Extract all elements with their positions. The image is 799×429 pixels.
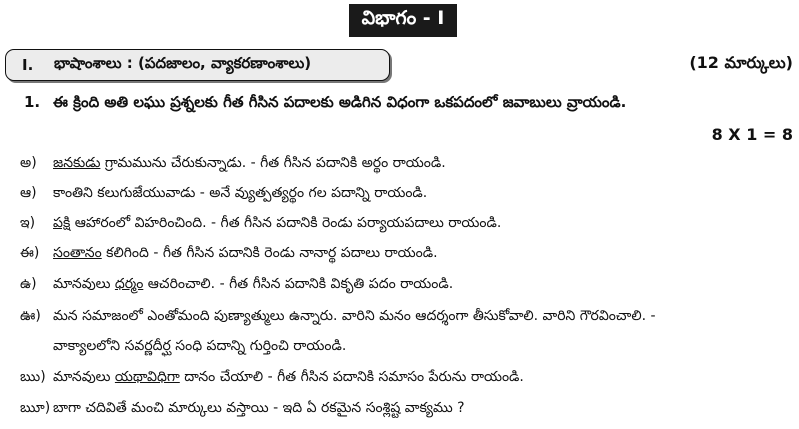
item-text: మానవులు యథావిధిగా దానం చేయాలి - గీత గీసిన పదానికి సమాసం పేరును రాయండి. <box>53 369 524 385</box>
list-item <box>0 185 799 209</box>
question-instruction: ఈ క్రింది అతి లఘు ప్రశ్నలకు గీత గీసిన పదాలకు అడిగిన విధంగా ఒకపదంలో జవాబులు వ్రాయండి. <box>53 93 627 111</box>
item-label: ౠ) <box>20 400 51 416</box>
underlined-word: జనకుడు <box>53 155 101 171</box>
section-title: భాషాంశాలు : (పదజాలం, వ్యాకరణాంశాలు) <box>54 54 312 72</box>
underlined-word: ధర్మం <box>114 276 144 292</box>
list-item <box>0 276 799 300</box>
item-label: ఈ) <box>20 245 40 261</box>
item-label: ఇ) <box>20 215 36 231</box>
item-text: సంతానం కలిగింది - గీత గీసిన పదానికి రెండు నానార్థ పదాలు రాయండి. <box>53 245 438 261</box>
question-score: 8 X 1 = 8 <box>711 125 793 144</box>
item-text: కాంతిని కలుగుజేయువాడు - అనే వ్యుత్పత్యర్థం గల పదాన్ని రాయండి. <box>53 185 428 201</box>
list-item <box>0 369 799 393</box>
list-item <box>0 308 799 332</box>
item-label: ఋ) <box>20 369 46 385</box>
underlined-word: యథావిధిగా <box>114 369 180 385</box>
list-item <box>0 215 799 239</box>
item-text: మన సమాజంలో ఎంతోమంది పుణ్యాత్ములు ఉన్నారు. వారిని మనం ఆదర్శంగా తీసుకోవాలి. వారిని గౌరవించాలి. - <box>53 308 656 324</box>
item-label: అ) <box>20 155 37 171</box>
item-text: జనకుడు గ్రామమును చేరుకున్నాడు. - గీత గీసిన పదానికి అర్థం రాయండి. <box>53 155 446 171</box>
item-text: మానవులు ధర్మం ఆచరించాలి. - గీత గీసిన పదానికి వికృతి పదం రాయండి. <box>53 276 454 292</box>
question-number: 1. <box>24 93 41 111</box>
section-marks: (12 మార్కులు) <box>689 53 793 72</box>
list-item <box>0 400 799 424</box>
section-title-box <box>5 49 390 81</box>
item-label: ఉ) <box>20 276 37 292</box>
section-heading-box <box>349 4 457 37</box>
underlined-word: సంతానం <box>53 245 102 261</box>
list-item <box>0 245 799 269</box>
underlined-word: పక్షి <box>53 215 71 231</box>
list-item <box>0 155 799 179</box>
section-number: I. <box>22 56 34 74</box>
item-text: బాగా చదివితే మంచి మార్కులు వస్తాయి - ఇది ఏ రకమైన సంశ్లిష్ట వాక్యము ? <box>53 400 465 416</box>
list-item <box>0 338 799 362</box>
item-text: పక్షి ఆహారంలో విహరించింది. - గీత గీసిన పదానికి రెండు పర్యాయపదాలు రాయండి. <box>53 215 502 231</box>
item-label: ఊ) <box>20 308 41 324</box>
item-text: వాక్యాలలోని సవర్ణదీర్ఘ సంధి పదాన్ని గుర్తించి రాయండి. <box>53 338 347 354</box>
item-label: ఆ) <box>20 185 37 201</box>
section-heading: విభాగం - I <box>361 7 445 29</box>
